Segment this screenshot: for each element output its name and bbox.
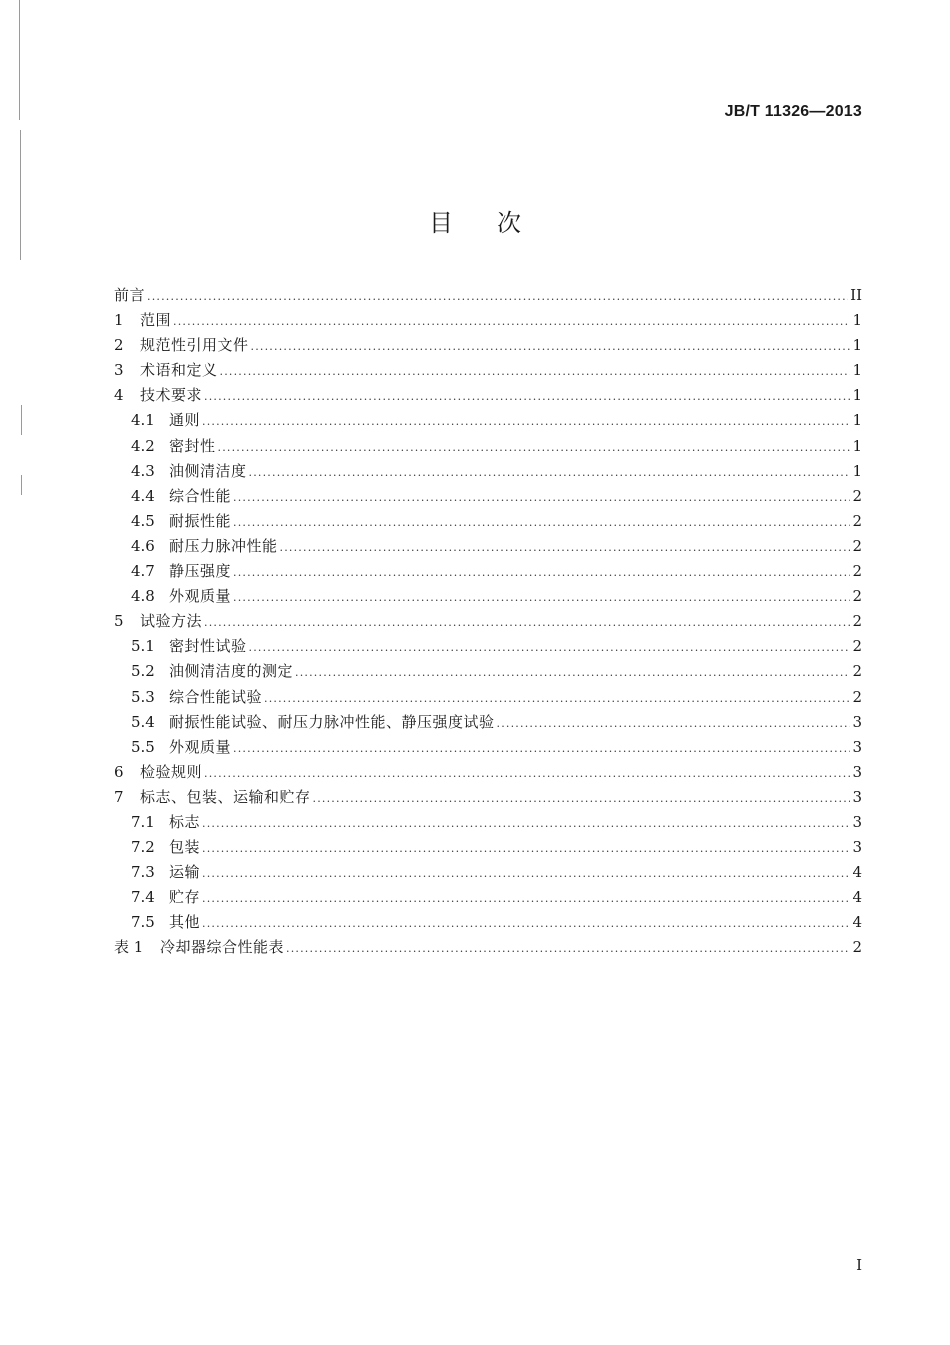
toc-entry-page: 3 xyxy=(852,838,862,857)
toc-entry-title: 综合性能 xyxy=(169,486,232,505)
toc-entry[interactable] xyxy=(114,685,862,710)
toc-entry[interactable] xyxy=(114,935,862,960)
toc-entry[interactable] xyxy=(114,584,862,609)
toc-entry-page: 2 xyxy=(852,662,862,681)
toc-entry-page: 2 xyxy=(852,612,862,631)
toc-entry-title: 油侧清洁度的测定 xyxy=(169,662,294,681)
toc-entry[interactable] xyxy=(114,434,862,459)
toc-entry-page: 2 xyxy=(852,536,862,555)
toc-entry-page: 2 xyxy=(852,486,862,505)
toc-leader-dots xyxy=(204,761,850,786)
toc-entry-number: 4.3 xyxy=(131,461,155,480)
toc-entry-number: 4.7 xyxy=(131,562,155,581)
toc-entry-page: 4 xyxy=(852,888,862,907)
toc-entry-title: 规范性引用文件 xyxy=(140,336,249,355)
toc-entry[interactable] xyxy=(114,735,862,760)
toc-entry-page: 2 xyxy=(852,687,862,706)
toc-entry-number: 表 1 xyxy=(114,938,144,957)
toc-leader-dots xyxy=(147,284,848,309)
toc-leader-dots xyxy=(249,635,851,660)
toc-entry-title: 标志、包装、运输和贮存 xyxy=(140,787,311,806)
toc-entry-page: 1 xyxy=(852,311,862,330)
toc-entry[interactable] xyxy=(114,484,862,509)
toc-entry-number: 4.5 xyxy=(131,511,155,530)
toc-leader-dots xyxy=(204,610,850,635)
toc-entry-page: 1 xyxy=(852,436,862,455)
toc-leader-dots xyxy=(313,786,851,811)
toc-entry-title: 外观质量 xyxy=(169,737,232,756)
toc-entry[interactable] xyxy=(114,785,862,810)
toc-entry-page: 1 xyxy=(852,336,862,355)
toc-leader-dots xyxy=(251,334,851,359)
toc-entry-page: 3 xyxy=(852,737,862,756)
toc-entry-page: 3 xyxy=(852,787,862,806)
toc-entry-page: 3 xyxy=(852,762,862,781)
toc-entry-number: 2 xyxy=(114,336,124,355)
toc-entry-title: 前言 xyxy=(114,286,146,304)
toc-leader-dots xyxy=(173,309,850,334)
toc-leader-dots xyxy=(264,686,850,711)
scan-margin-line xyxy=(21,405,22,435)
toc-entry-title: 检验规则 xyxy=(140,762,203,781)
toc-entry-page: 4 xyxy=(852,913,862,932)
scan-margin-line xyxy=(19,0,20,120)
toc-leader-dots xyxy=(202,886,850,911)
page-title: 目次 xyxy=(429,209,565,237)
toc-entry-page: 2 xyxy=(852,938,862,957)
toc-entry[interactable] xyxy=(114,559,862,584)
toc-entry[interactable] xyxy=(114,534,862,559)
toc-entry[interactable] xyxy=(114,885,862,910)
toc-entry-number: 7 xyxy=(114,787,124,806)
toc-entry-page: 1 xyxy=(852,461,862,480)
toc-entry-title: 贮存 xyxy=(169,888,201,907)
toc-leader-dots xyxy=(295,660,850,685)
toc-leader-dots xyxy=(202,409,850,434)
toc-entry-number: 5.3 xyxy=(131,687,155,706)
toc-entry[interactable] xyxy=(114,634,862,659)
toc-entry[interactable] xyxy=(114,860,862,885)
toc-entry-number: 5.4 xyxy=(131,712,155,731)
toc-entry[interactable] xyxy=(114,283,862,308)
toc-entry-title: 密封性试验 xyxy=(169,637,247,656)
toc-entry[interactable] xyxy=(114,659,862,684)
toc-entry-page: 1 xyxy=(852,361,862,380)
toc-leader-dots xyxy=(497,711,851,736)
toc-entry-page: 2 xyxy=(852,587,862,606)
toc-leader-dots xyxy=(218,435,851,460)
toc-entry-number: 7.1 xyxy=(131,812,155,831)
page-number: I xyxy=(856,1256,862,1274)
scan-margin-line xyxy=(20,130,21,260)
toc-leader-dots xyxy=(202,911,850,936)
toc-leader-dots xyxy=(202,836,850,861)
toc-entry-title: 综合性能试验 xyxy=(169,687,263,706)
toc-entry[interactable] xyxy=(114,358,862,383)
toc-entry[interactable] xyxy=(114,308,862,333)
toc-leader-dots xyxy=(202,811,850,836)
toc-entry[interactable] xyxy=(114,710,862,735)
standard-code: JB/T 11326—2013 xyxy=(724,103,862,120)
toc-entry[interactable] xyxy=(114,333,862,358)
toc-entry-title: 包装 xyxy=(169,838,201,857)
scan-margin-line xyxy=(21,475,22,495)
toc-entry-number: 7.5 xyxy=(131,913,155,932)
toc-leader-dots xyxy=(233,510,850,535)
toc-entry-title: 术语和定义 xyxy=(140,361,218,380)
toc-entry-title: 通则 xyxy=(169,411,201,430)
toc-entry-number: 5.5 xyxy=(131,737,155,756)
toc-entry-page: II xyxy=(850,286,862,304)
toc-entry-page: 2 xyxy=(852,562,862,581)
toc-entry-title: 静压强度 xyxy=(169,562,232,581)
toc-entry-title: 外观质量 xyxy=(169,587,232,606)
toc-entry-page: 2 xyxy=(852,637,862,656)
toc-entry[interactable] xyxy=(114,408,862,433)
toc-entry[interactable] xyxy=(114,760,862,785)
toc-leader-dots xyxy=(286,936,850,961)
toc-leader-dots xyxy=(233,585,850,610)
toc-entry-title: 技术要求 xyxy=(140,386,203,405)
toc-entry-number: 4 xyxy=(114,386,124,405)
toc-entry[interactable] xyxy=(114,910,862,935)
toc-entry-number: 4.2 xyxy=(131,436,155,455)
toc-entry[interactable] xyxy=(114,459,862,484)
toc-entry-number: 7.4 xyxy=(131,888,155,907)
toc-entry-number: 3 xyxy=(114,361,124,380)
toc-entry-number: 5 xyxy=(114,612,124,631)
toc-entry-page: 3 xyxy=(852,712,862,731)
toc-entry-title: 耐压力脉冲性能 xyxy=(169,536,278,555)
toc-entry-page: 3 xyxy=(852,812,862,831)
toc-leader-dots xyxy=(280,535,851,560)
toc-entry-title: 油侧清洁度 xyxy=(169,461,247,480)
toc-entry[interactable] xyxy=(114,383,862,408)
toc-leader-dots xyxy=(220,359,851,384)
toc-entry-page: 1 xyxy=(852,411,862,430)
toc-entry-title: 冷却器综合性能表 xyxy=(160,938,285,957)
toc-entry-title: 耐振性能 xyxy=(169,511,232,530)
toc-leader-dots xyxy=(204,384,850,409)
toc-entry-title: 试验方法 xyxy=(140,612,203,631)
toc-entry-number: 4.1 xyxy=(131,411,155,430)
toc-entry-number: 4.6 xyxy=(131,536,155,555)
toc-leader-dots xyxy=(233,560,850,585)
toc-entry[interactable] xyxy=(114,609,862,634)
toc-leader-dots xyxy=(202,861,850,886)
toc-entry-number: 7.2 xyxy=(131,838,155,857)
toc-entry-number: 5.1 xyxy=(131,637,155,656)
toc-entry[interactable] xyxy=(114,835,862,860)
toc-entry-number: 4.4 xyxy=(131,486,155,505)
toc-entry-number: 6 xyxy=(114,762,124,781)
toc-entry[interactable] xyxy=(114,810,862,835)
toc-entry-title: 标志 xyxy=(169,812,201,831)
toc-leader-dots xyxy=(249,460,851,485)
toc-entry-number: 7.3 xyxy=(131,863,155,882)
toc-entry-number: 5.2 xyxy=(131,662,155,681)
toc-entry-page: 2 xyxy=(852,511,862,530)
toc-entry-title: 其他 xyxy=(169,913,201,932)
table-of-contents xyxy=(114,283,862,961)
toc-entry-number: 4.8 xyxy=(131,587,155,606)
toc-entry-page: 1 xyxy=(852,386,862,405)
toc-entry-title: 运输 xyxy=(169,863,201,882)
toc-entry-page: 4 xyxy=(852,863,862,882)
toc-entry[interactable] xyxy=(114,509,862,534)
toc-entry-title: 密封性 xyxy=(169,436,216,455)
toc-entry-title: 范围 xyxy=(140,311,172,330)
toc-entry-number: 1 xyxy=(114,311,124,330)
toc-leader-dots xyxy=(233,485,850,510)
toc-entry-title: 耐振性能试验、耐压力脉冲性能、静压强度试验 xyxy=(169,712,495,731)
toc-leader-dots xyxy=(233,736,850,761)
